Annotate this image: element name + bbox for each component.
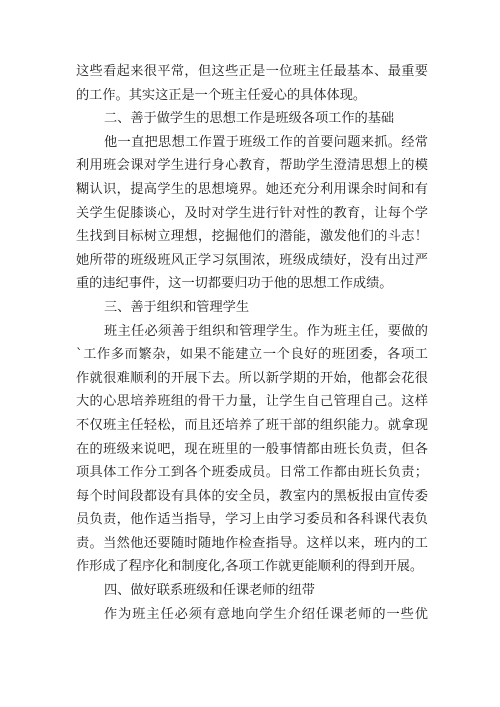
section-heading: 三、善于组织和管理学生 xyxy=(104,299,250,315)
paragraph-line: 利用班会课对学生进行身心教育，帮助学生澄清思想上的模 xyxy=(76,158,428,174)
paragraph-line: 责。当然他还要随时随地作检查指导。这样以来，班内的工 xyxy=(76,535,428,551)
paragraph-line: 生找到目标树立理想，挖掘他们的潜能，激发他们的斗志！ xyxy=(76,229,428,245)
paragraph-line: 不仅班主任轻松，而且还培养了班干部的组织能力。就拿现 xyxy=(76,417,428,433)
paragraph-line: 项具体工作分工到各个班委成员。日常工作都由班长负责； xyxy=(76,465,428,481)
paragraph-line: 作为班主任必须有意地向学生介绍任课老师的一些优 xyxy=(104,606,428,622)
paragraph-line: 他一直把思想工作置于班级工作的首要问题来抓。经常 xyxy=(104,134,428,150)
paragraph-line: 她所带的班级班风正学习氛围浓，班级成绩好，没有出过严 xyxy=(76,252,428,268)
paragraph-line: 大的心思培养班组的骨干力量，让学生自己管理自己。这样 xyxy=(76,394,428,410)
paragraph-line: 这些看起来很平常，但这些正是一位班主任最基本、最重要 xyxy=(76,64,428,79)
paragraph-line: 重的违纪事件，这一切都要归功于他的思想工作成绩。 xyxy=(76,276,393,292)
paragraph-line: 的工作。其实这正是一个班主任爱心的具体体现。 xyxy=(76,87,367,103)
document-page xyxy=(76,60,428,626)
section-heading: 四、做好联系班级和任课老师的纽带 xyxy=(104,583,315,599)
paragraph-line: 作形成了程序化和制度化,各项工作就更能顺利的得到开展。 xyxy=(76,559,424,575)
paragraph-line: 作就很难顺利的开展下去。所以新学期的开始，他都会花很 xyxy=(76,370,428,386)
paragraph-line: 关学生促膝谈心，及时对学生进行针对性的教育，让每个学 xyxy=(76,205,428,221)
paragraph-line: `工作多而繁杂，如果不能建立一个良好的班团委，各项工 xyxy=(76,347,428,363)
paragraph-line: 班主任必须善于组织和管理学生。作为班主任，要做的 xyxy=(104,323,428,339)
paragraph-line: 每个时间段都设有具体的安全员，教室内的黑板报由宣传委 xyxy=(76,488,428,504)
paragraph-line: 员负责，他作适当指导，学习上由学习委员和各科课代表负 xyxy=(76,512,428,528)
paragraph-line: 糊认识，提高学生的思想境界。她还充分利用课余时间和有 xyxy=(76,181,428,197)
paragraph-line: 在的班级来说吧，现在班里的一般事情都由班长负责，但各 xyxy=(76,441,428,457)
section-heading: 二、善于做学生的思想工作是班级各项工作的基础 xyxy=(104,111,395,127)
